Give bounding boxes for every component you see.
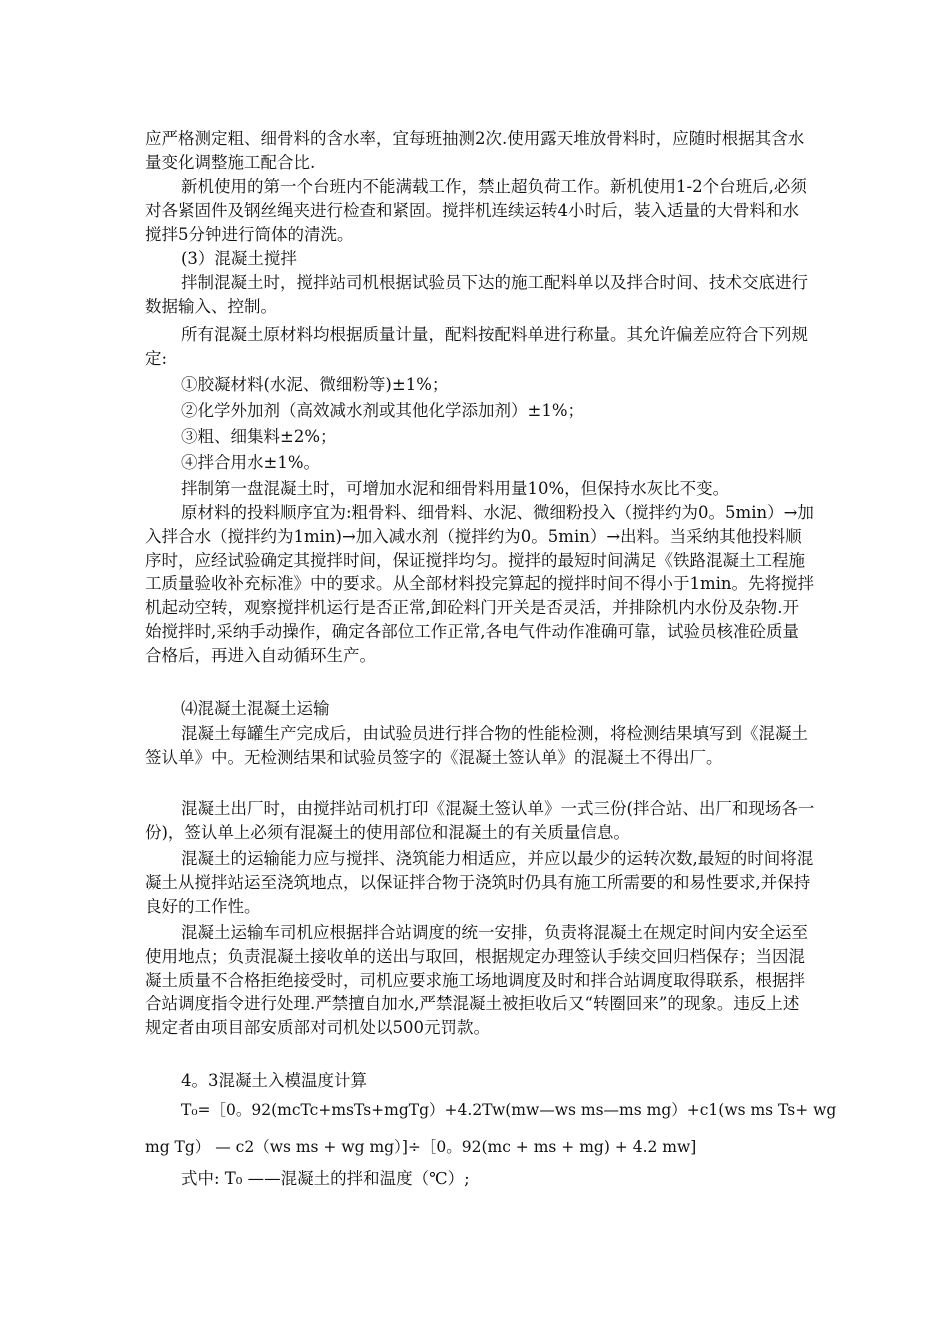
heading-placement-temperature: 4。3混凝土入模温度计算: [181, 1071, 367, 1090]
list-item-water: ④拌合用水±1%。: [181, 453, 321, 472]
paragraph-mixing-input: 拌制混凝土时，搅拌站司机根据试验员下达的施工配料单以及拌合时间、技术交底进行数据输入、控制。: [145, 273, 808, 316]
paragraph-first-batch: 拌制第一盘混凝土时，可增加水泥和细骨料用量10%，但保持水灰比不变。: [181, 479, 730, 498]
paragraph-feeding-order: 原材料的投料顺序宜为:粗骨料、细骨料、水泥、微细粉投入（搅拌约为0。5min）→加入拌合水（搅拌约为1min)→加入减水剂（搅拌约为0。5min）→出料。当采纳其他投料顺序时，应经试验确定其搅拌时间，保证搅拌均匀。搅拌的最短时间满足《铁路混凝土工程施工质量验收补充标准》中的要求。从全部材料投完算起的搅拌时间不得小于1min。先将搅拌机起动空转，观察搅拌机运行是否正常,卸砼料门开关是否灵活，并排除机内水份及杂物.开始搅拌时,采纳手动操作，确定各部位工作正常,各电气件动作准确可靠，试验员核准砼质量合格后，再进入自动循环生产。: [145, 503, 815, 665]
list-item-admixture: ②化学外加剂（高效减水剂或其他化学添加剂）±1%；: [181, 401, 585, 420]
formula-line-1: T₀=［0。92(mcTc+msTs+mgTg）+4.2Tw(mw—ws ms—ms mg）+c1(ws ms Ts+ wg: [181, 1101, 837, 1119]
list-item-binder: ①胶凝材料(水泥、微细粉等)±1%；: [181, 375, 449, 394]
heading-concrete-mixing: (3）混凝土搅拌: [181, 249, 297, 268]
heading-concrete-transport: ⑷混凝土混凝土运输: [181, 699, 330, 718]
paragraph-performance-test: 混凝土每罐生产完成后，由试验员进行拌合物的性能检测，将检测结果填写到《混凝土签认单》中。无检测结果和试验员签字的《混凝土签认单》的混凝土不得出厂。: [145, 724, 808, 767]
paragraph-delivery-ticket: 混凝土出厂时，由搅拌站司机打印《混凝土签认单》一式三份(拌合站、出厂和现场各一份)，签认单上必须有混凝土的使用部位和混凝土的有关质量信息。: [145, 799, 815, 842]
paragraph-transport-capacity: 混凝土的运输能力应与搅拌、浇筑能力相适应，并应以最少的运转次数,最短的时间将混凝土从搅拌站运至浇筑地点，以保证拌合物于浇筑时仍具有施工所需要的和易性要求,并保持良好的工作性。: [145, 849, 814, 916]
list-item-aggregate: ③粗、细集料±2%；: [181, 427, 337, 446]
formula-definition: 式中: T₀ ——混凝土的拌和温度（℃）;: [181, 1169, 470, 1188]
paragraph-tolerance: 所有混凝土原材料均根据质量计量，配料按配料单进行称量。其允许偏差应符合下列规定:: [145, 325, 808, 368]
paragraph-aggregate-moisture: 应严格测定粗、细骨料的含水率，宜每班抽测2次.使用露天堆放骨料时，应随时根据其含水量变化调整施工配合比.: [145, 129, 805, 172]
formula-line-2: mg Tg） — c2（ws ms + wg mg）]÷［0。92(mc + ms + mg) + 4.2 mw]: [145, 1138, 697, 1156]
paragraph-new-machine: 新机使用的第一个台班内不能满载工作，禁止超负荷工作。新机使用1-2个台班后,必须对各紧固件及钢丝绳夹进行检查和紧固。搅拌机连续运转4小时后，装入适量的大骨料和水搅拌5分钟进行筒体的清洗。: [145, 177, 807, 244]
paragraph-driver-duty: 混凝土运输车司机应根据拌合站调度的统一安排，负责将混凝土在规定时间内安全运至使用地点；负责混凝土接收单的送出与取回，根据规定办理签认手续交回归档保存；当因混凝土质量不合格拒绝接受时，司机应要求施工场地调度及时和拌合站调度取得联系，根据拌合站调度指令进行处理.严禁擅自加水,严禁混凝土被拒收后又“转圈回来”的现象。违反上述规定者由项目部安质部对司机处以500元罚款。: [145, 923, 808, 1038]
